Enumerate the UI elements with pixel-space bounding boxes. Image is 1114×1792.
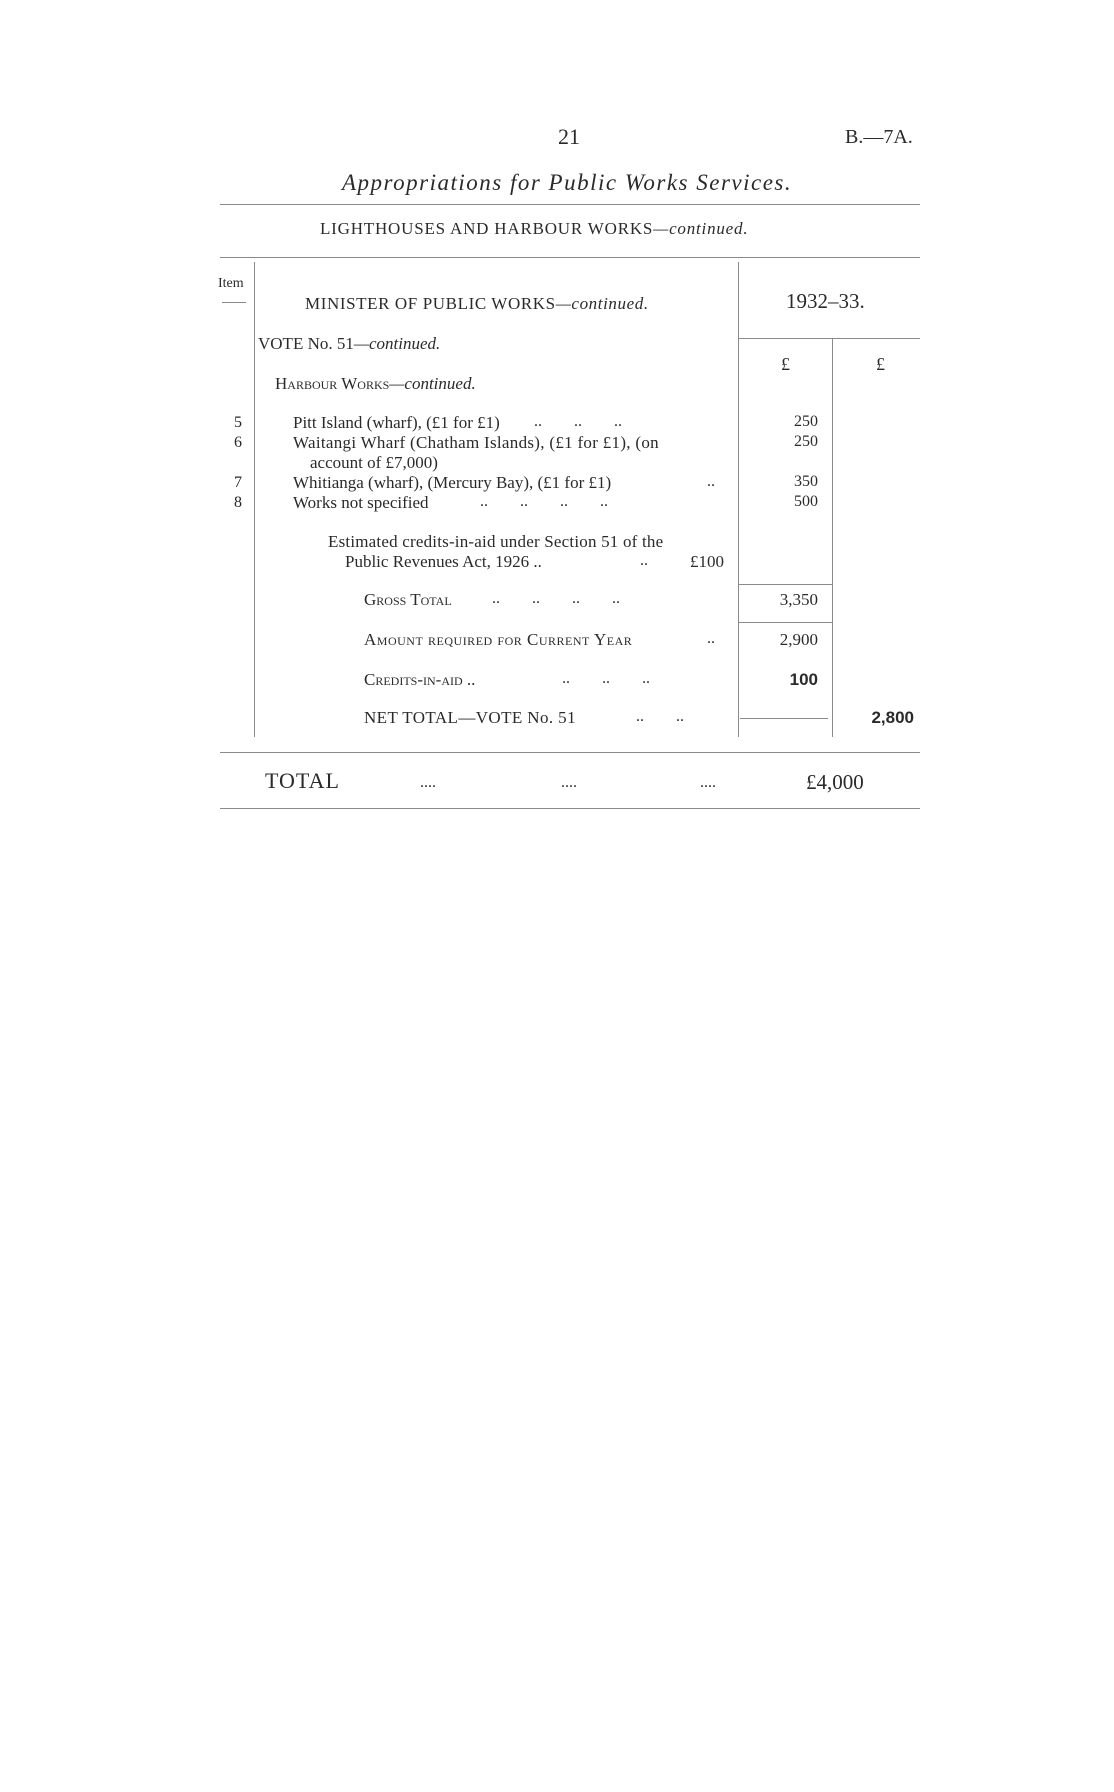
gross-total-label: Gross Total [364,590,452,609]
vote-heading-text: VOTE No. 51 [258,334,354,353]
currency-rule [738,338,920,339]
credits-in-aid-dots: .. .. .. [562,670,650,687]
amount-required-value: 2,900 [779,630,818,649]
sub-heading-suffix: —continued. [389,374,476,393]
item-column-rule [254,262,255,737]
sub-heading [275,374,476,394]
minister-heading-suffix: —continued. [555,294,649,313]
row-item-number: 6 [234,434,242,451]
amount-required-label: Amount required for Current Year [364,630,633,649]
amount-column-rule [738,262,739,737]
section-heading-suffix: —continued. [653,219,749,238]
section-heading-text: LIGHTHOUSES AND HARBOUR WORKS [320,219,654,238]
credits-in-aid-amount: 100 [789,670,818,689]
grand-total-label: TOTAL [265,768,340,793]
currency-total-column: £ [876,354,885,374]
row-item-number: 7 [234,474,242,491]
gross-total-dots: .. .. .. .. [492,590,620,607]
grand-total-amount: £4,000 [806,770,864,794]
net-total-rule [740,718,828,719]
row-amount: 350 [794,473,818,490]
financial-year: 1932–33. [786,289,865,313]
credits-note-continued: Public Revenues Act, 1926 .. [345,552,542,571]
section-heading [320,219,748,239]
vote-heading [258,334,440,354]
row-leader-dots: .. .. .. .. [480,493,608,510]
row-item-number: 8 [234,494,242,511]
credits-note-amount: £100 [690,552,724,571]
title-rule [220,204,920,205]
net-total-amount: 2,800 [871,708,914,727]
net-total-label: NET TOTAL—VOTE No. 51 [364,708,576,727]
row-description: Pitt Island (wharf), (£1 for £1) [293,413,500,432]
currency-amount-column: £ [781,354,790,374]
gross-total-amount: 3,350 [779,590,818,609]
row-description: Whitianga (wharf), (Mercury Bay), (£1 for £1) [293,473,612,492]
total-bottom-rule [220,808,920,809]
credits-note-dots: .. [640,552,648,569]
grand-total-dots: .... [700,774,716,791]
credits-in-aid-label: Credits-in-aid .. [364,670,476,689]
sub-heading-text: Harbour Works [275,374,390,393]
row-description: Waitangi Wharf (Chatham Islands), (£1 for £1), (on [293,433,659,452]
minister-heading [305,294,649,314]
page-number: 21 [558,124,580,149]
gross-total-rule [738,584,832,585]
grand-total-dots: .... [561,774,577,791]
grand-total-dots: .... [420,774,436,791]
net-total-dots: .. .. [636,708,684,725]
row-leader-dots: .. [707,473,715,490]
row-amount: 250 [794,413,818,430]
amount-required-dots: .. [707,630,715,647]
minister-heading-text: MINISTER OF PUBLIC WORKS [305,294,556,313]
row-item-number: 5 [234,414,242,431]
total-top-rule [220,752,920,753]
section-rule [220,257,920,258]
total-column-rule [832,338,833,737]
row-description: Works not specified [293,493,429,512]
page-title: Appropriations for Public Works Services. [342,170,793,195]
item-header-dash [222,302,246,303]
credits-note: Estimated credits-in-aid under Section 51 of the [328,532,664,551]
row-amount: 250 [794,433,818,450]
row-description-continued: account of £7,000) [310,453,438,472]
vote-heading-suffix: —continued. [353,334,441,353]
row-leader-dots: .. .. .. [534,413,622,430]
item-header: Item [218,276,244,291]
document-code: B.—7A. [845,126,913,148]
row-amount: 500 [794,493,818,510]
required-rule [738,622,832,623]
